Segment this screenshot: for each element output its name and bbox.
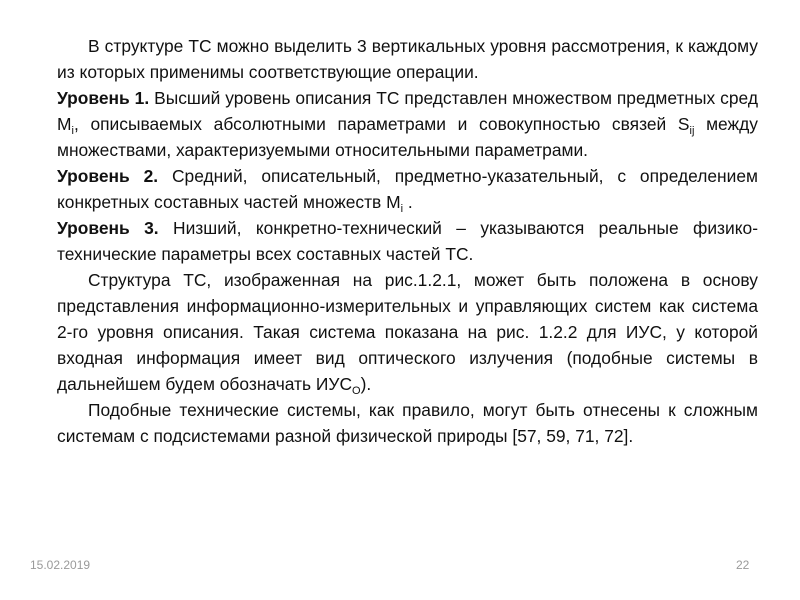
- level-3-text: Низший, конкретно-технический – указываются реальные физико-технические параметры всех составных частей ТС.: [57, 218, 758, 264]
- level-3-label: Уровень 3.: [57, 218, 159, 238]
- level-1-paragraph: [57, 85, 758, 163]
- structure-sub: О: [352, 385, 361, 397]
- level-1-text-c: между множествами, характеризуемыми относительными параметрами.: [57, 114, 758, 160]
- level-1-label: Уровень 1.: [57, 88, 150, 108]
- level-3-paragraph: [57, 215, 758, 267]
- level-2-label: Уровень 2.: [57, 166, 159, 186]
- footer-date: 15.02.2019: [30, 558, 91, 572]
- level-1-sub-a: i: [71, 125, 74, 137]
- level-1-sub-b: ij: [689, 125, 695, 137]
- level-1-text-b: , описываемых абсолютными параметрами и совокупностью связей S: [73, 114, 690, 134]
- structure-text-b: ).: [360, 374, 372, 394]
- structure-text-a: Структура ТС, изображенная на рис.1.2.1, может быть положена в основу представления информационно-измерительных и управляющих систем как система 2-го уровня описания. Такая система показана на рис. 1.2.2 для ИУС, у которой входная информация имеет вид оптического излучения (подобные системы в дальнейшем будем обозначать ИУС: [57, 270, 758, 394]
- level-2-text-b: .: [403, 192, 413, 212]
- slide-body: [57, 33, 758, 449]
- level-1-text-a: Высший уровень описания ТС представлен множеством предметных сред M: [57, 88, 758, 134]
- level-2-sub-a: i: [400, 203, 404, 215]
- structure-paragraph: [57, 267, 758, 397]
- complex-systems-paragraph: Подобные технические системы, как правило, могут быть отнесены к сложным системам с подсистемами разной физической природы [57, 59, 71, 72].: [57, 400, 758, 446]
- level-2-text-a: Средний, описательный, предметно-указательный, с определением конкретных составных частей множеств M: [57, 166, 758, 212]
- intro-paragraph: В структуре ТС можно выделить 3 вертикальных уровня рассмотрения, к каждому из которых применимы соответствующие операции.: [57, 36, 758, 82]
- page-number: 22: [736, 558, 750, 572]
- level-2-paragraph: [57, 163, 758, 215]
